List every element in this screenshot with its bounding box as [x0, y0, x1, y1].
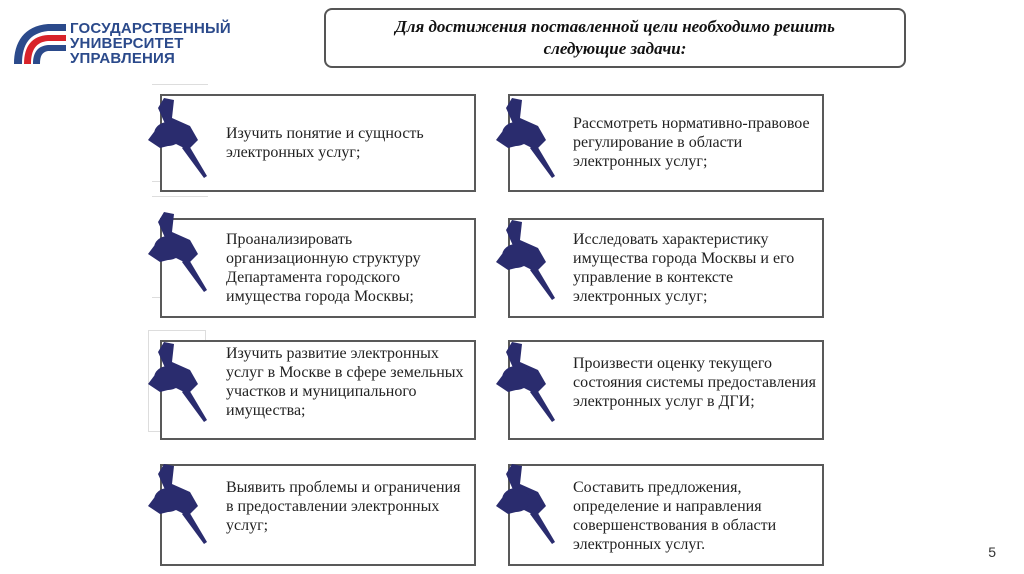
- logo-line-2: УНИВЕРСИТЕТ: [70, 35, 184, 52]
- pushpin-icon: [146, 462, 212, 546]
- slide-title-box: [324, 8, 906, 68]
- slide-title-line-1: Для достижения поставленной цели необходимо решить: [395, 17, 835, 36]
- task-text: Рассмотреть нормативно-правовое регулирование в области электронных услуг;: [573, 115, 810, 170]
- task-text: Составить предложения, определение и направления совершенствования в области электронных услуг.: [573, 479, 777, 553]
- pushpin-icon: [146, 210, 212, 294]
- task-text: Исследовать характеристику имущества города Москвы и его управление в контексте электронных услуг;: [573, 231, 795, 305]
- logo-line-3: УПРАВЛЕНИЯ: [70, 50, 176, 67]
- page-number: 5: [988, 544, 996, 560]
- logo-line-1: ГОСУДАРСТВЕННЫЙ: [70, 20, 231, 37]
- pushpin-icon: [494, 96, 560, 180]
- pushpin-icon: [146, 96, 212, 180]
- pushpin-icon: [494, 462, 560, 546]
- gui-logo-stripes-icon: [10, 20, 68, 70]
- slide-title-line-2: следующие задачи:: [543, 39, 687, 58]
- task-text: Проанализировать организационную структуру Департамента городского имущества города Москвы;: [226, 231, 421, 305]
- task-text: Произвести оценку текущего состояния системы предоставления электронных услуг в ДГИ;: [573, 355, 816, 410]
- task-text: Выявить проблемы и ограничения в предоставлении электронных услуг;: [226, 479, 461, 534]
- pushpin-icon: [494, 218, 560, 302]
- university-logo: [10, 20, 240, 72]
- task-text: Изучить развитие электронных услуг в Москве в сфере земельных участков и муниципального имущества;: [226, 345, 464, 419]
- pushpin-icon: [146, 340, 212, 424]
- task-text: Изучить понятие и сущность электронных услуг;: [226, 125, 424, 161]
- pushpin-icon: [494, 340, 560, 424]
